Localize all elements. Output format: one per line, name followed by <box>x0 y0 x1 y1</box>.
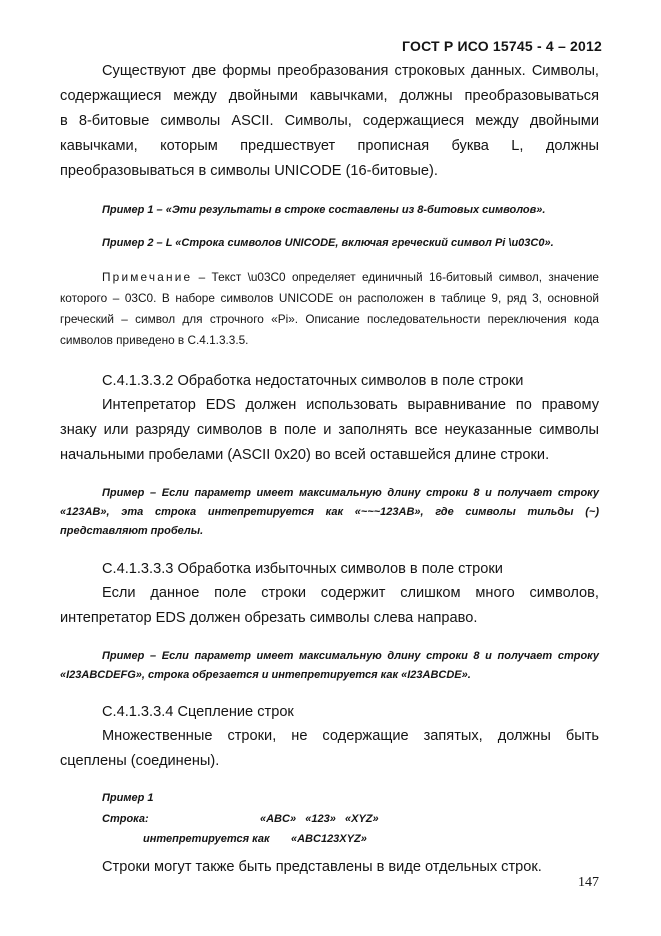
example-line: Пример – Если параметр имеет максимальную длину строки 8 и получает строку <box>102 487 599 499</box>
body-line: содержащиеся между двойными кавычками, должны преобразовываться <box>60 88 599 104</box>
body-line: интепретатор EDS должен обрезать символы слева направо. <box>60 610 478 626</box>
body-line: кавычками, которым предшествует прописная буква L, должны <box>60 138 599 154</box>
body-line: Строки могут также быть представлены в виде отдельных строк. <box>102 859 542 875</box>
page-number: 147 <box>578 875 599 890</box>
note-line <box>102 267 599 288</box>
section-heading: С.4.1.3.3.3 Обработка избыточных символов в поле строки <box>102 561 503 577</box>
body-line: в 8-битовые символы ASCII. Символы, содержащиеся между двойными <box>60 113 599 129</box>
example-row-label: Строка: <box>102 813 149 825</box>
example-2: Пример 2 – L «Строка символов UNICODE, включая греческий символ Pi \u03C0». <box>102 237 554 249</box>
note-line: греческий – символ для строчного «Pi». Описание последовательности переключения кода <box>60 312 599 326</box>
document-header: ГОСТ Р ИСО 15745 - 4 – 2012 <box>402 38 602 54</box>
note-text: – Текст \u03C0 определяет единичный 16-битовый символ, значение <box>192 270 599 284</box>
body-line: Существуют две формы преобразования строковых данных. Символы, <box>102 63 599 79</box>
body-line: знаку или разряду символов в поле и заполнять все неуказанные символы <box>60 422 599 438</box>
example-1: Пример 1 – «Эти результаты в строке составлены из 8-битовых символов». <box>102 204 546 216</box>
body-line: Если данное поле строки содержит слишком много символов, <box>102 585 599 601</box>
note-line: которого – 03C0. В наборе символов UNICODE он расположен в таблице 9, ряд 3, основной <box>60 291 599 305</box>
example-line: «123AB», эта строка интепретируется как «~~~123AB», где символы тильды (~) <box>60 506 599 518</box>
note-label: Примечание <box>102 270 193 284</box>
example-row-value: «ABC123XYZ» <box>291 833 367 845</box>
note-line: символов приведено в С.4.1.3.3.5. <box>60 333 249 347</box>
example-line: «I23ABCDEFG», строка обрезается и интепретируется как «I23ABCDE». <box>60 669 471 681</box>
body-line: Множественные строки, не содержащие запятых, должны быть <box>102 728 599 744</box>
body-line: Интепретатор EDS должен использовать выравнивание по правому <box>102 397 599 413</box>
example-row-label: интепретируется как <box>143 833 270 845</box>
body-line: начальными пробелами (ASCII 0x20) во всей оставшейся длине строки. <box>60 447 550 463</box>
section-heading: С.4.1.3.3.2 Обработка недостаточных символов в поле строки <box>102 373 524 389</box>
example-row-values: «ABC» «123» «XYZ» <box>260 813 379 825</box>
section-heading: С.4.1.3.3.4 Сцепление строк <box>102 704 294 720</box>
body-line: преобразовываться в символы UNICODE (16-битовые). <box>60 163 438 179</box>
example-title: Пример 1 <box>102 792 154 804</box>
body-line: сцеплены (соединены). <box>60 753 220 769</box>
example-line: Пример – Если параметр имеет максимальную длину строки 8 и получает строку <box>102 650 599 662</box>
example-line: представляют пробелы. <box>60 525 204 537</box>
